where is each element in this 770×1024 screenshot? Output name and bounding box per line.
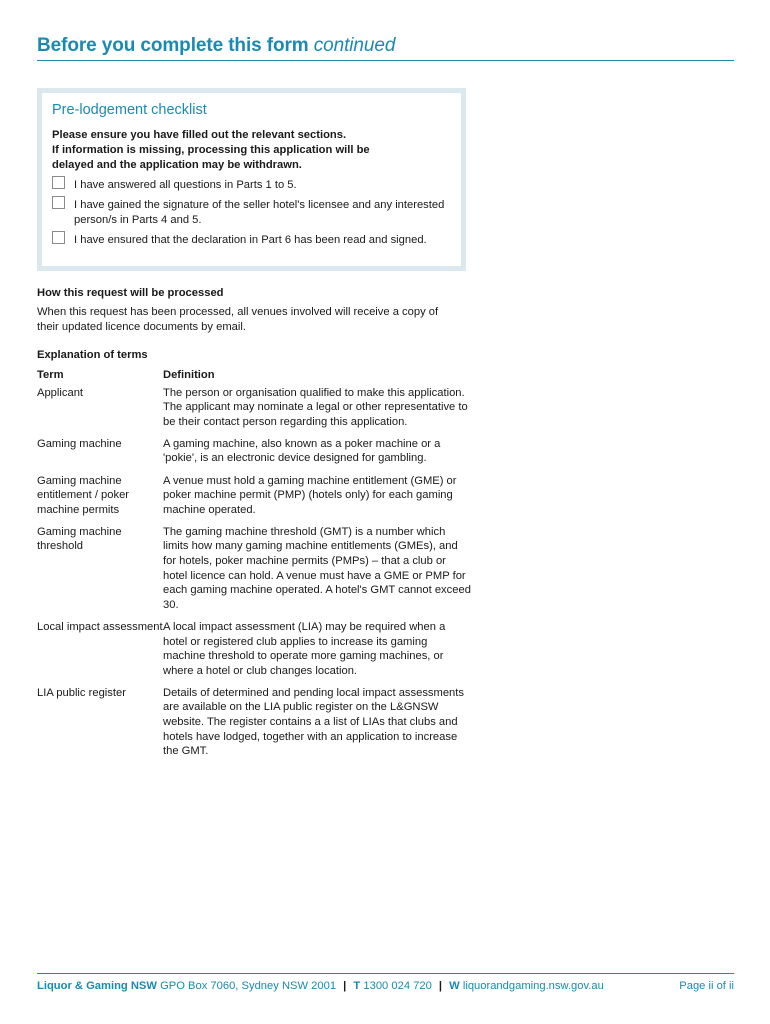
checklist-item-label: I have ensured that the declaration in Part 6 has been read and signed. xyxy=(74,234,427,246)
page-title-main: Before you complete this form xyxy=(37,35,309,56)
table-row xyxy=(37,474,472,518)
checklist-item-label: I have answered all questions in Parts 1 to 5. xyxy=(74,179,297,191)
term-cell: Gaming machine entitlement / poker machine permits xyxy=(37,474,130,516)
checklist-item-label: I have gained the signature of the seller hotel's licensee and any interested person/s in Parts 4 and 5. xyxy=(74,199,445,226)
processing-heading: How this request will be processed xyxy=(37,287,224,299)
checklist-panel xyxy=(42,93,461,266)
footer-address: GPO Box 7060, Sydney NSW 2001 xyxy=(160,980,337,992)
term-cell: Gaming machine threshold xyxy=(37,525,122,553)
processing-text: When this request has been processed, all venues involved will receive a copy of their updated licence documents by email. xyxy=(37,306,439,333)
term-cell: Local impact assessment xyxy=(37,620,163,633)
pre-lodgement-checklist xyxy=(37,88,466,271)
term-cell: Gaming machine xyxy=(37,437,122,450)
checklist-item xyxy=(52,178,451,193)
table-row xyxy=(37,386,472,430)
checklist-heading: Pre-lodgement checklist xyxy=(52,102,207,118)
term-cell: Applicant xyxy=(37,386,84,399)
table-row xyxy=(37,525,472,613)
footer-phone-label: T xyxy=(353,980,361,992)
footer-org: Liquor & Gaming NSW xyxy=(37,980,157,992)
term-cell: LIA public register xyxy=(37,686,126,699)
table-row xyxy=(37,437,472,466)
footer xyxy=(37,980,734,992)
footer-web-label: W xyxy=(449,980,460,992)
definition-cell: A venue must hold a gaming machine entitlement (GME) or poker machine permit (PMP) (hotels only) for each gaming machine operated. xyxy=(163,474,457,516)
page-title xyxy=(37,35,395,57)
explanation-heading: Explanation of terms xyxy=(37,349,148,361)
checkbox-gained-signature[interactable] xyxy=(52,196,65,209)
checklist-intro-line: If information is missing, processing this application will be xyxy=(52,144,370,156)
table-row xyxy=(37,686,472,759)
definition-cell: The person or organisation qualified to make this application. The applicant may nominate a legal or other representative to be their contact person regarding this application. xyxy=(163,386,468,428)
definition-cell: A local impact assessment (LIA) may be required when a hotel or registered club applies to increase its gaming machine threshold to operate more gaming machines, or where a hotel or club changes location. xyxy=(163,620,446,677)
checklist-intro-line: Please ensure you have filled out the relevant sections. xyxy=(52,129,347,141)
footer-separator: | xyxy=(343,980,347,992)
checkbox-answered-questions[interactable] xyxy=(52,176,65,189)
column-header-term: Term xyxy=(37,369,64,381)
checklist-intro xyxy=(52,128,451,173)
checklist-item xyxy=(52,198,451,228)
footer-contact xyxy=(37,980,604,992)
definition-cell: The gaming machine threshold (GMT) is a number which limits how many gaming machine entitlements (GMEs), and for hotels, poker machine permits (PMPs) – that a club or hotel licence can hold. A venue must have a GME or PMP for each gaming machine operated. A hotel's GMT cannot exceed 30. xyxy=(163,525,471,611)
checkbox-declaration-read[interactable] xyxy=(52,231,65,244)
table-row xyxy=(37,620,472,678)
page-number: Page ii of ii xyxy=(679,980,734,992)
definition-cell: A gaming machine, also known as a poker machine or a 'pokie', is an electronic device designed for gambling. xyxy=(163,437,441,465)
column-header-definition: Definition xyxy=(163,369,215,381)
terms-header-row xyxy=(37,368,472,383)
footer-divider xyxy=(37,973,734,974)
page-title-suffix: continued xyxy=(313,35,396,56)
terms-table xyxy=(37,368,472,766)
footer-separator: | xyxy=(438,980,443,992)
checklist-intro-line: delayed and the application may be withdrawn. xyxy=(52,159,302,171)
footer-phone: 1300 024 720 xyxy=(363,980,432,992)
definition-cell: Details of determined and pending local impact assessments are available on the LIA public register on the L&GNSW website. The register contains a a list of LIAs that clubs and hotels have lodged, together with an application to increase the GMT. xyxy=(163,686,464,758)
footer-web-link[interactable]: liquorandgaming.nsw.gov.au xyxy=(462,980,604,992)
checklist-item xyxy=(52,233,451,248)
title-divider xyxy=(37,60,734,61)
